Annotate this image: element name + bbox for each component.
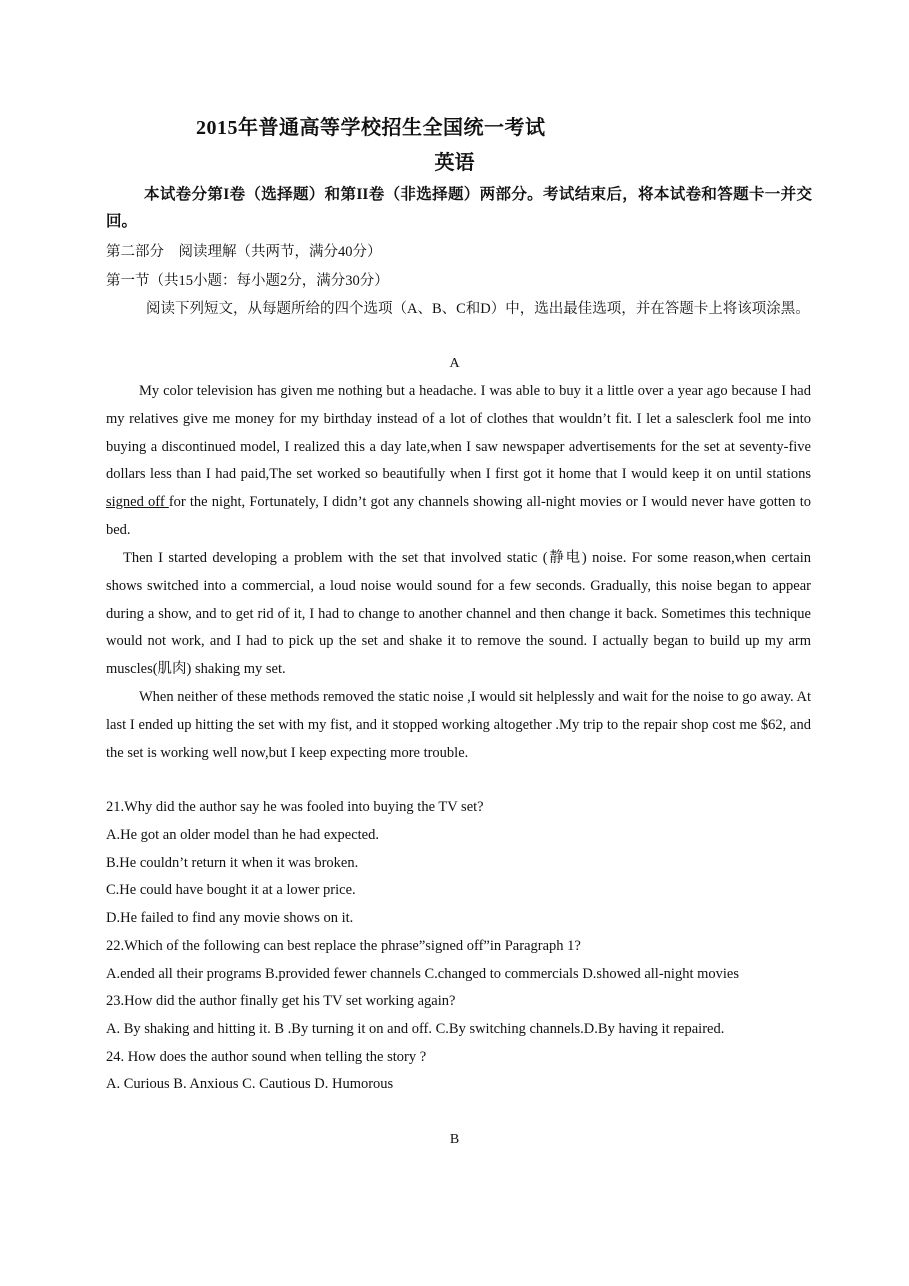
passage-a-label: A bbox=[449, 356, 460, 371]
question-21-option-d: D.He failed to find any movie shows on it. bbox=[106, 910, 354, 926]
question-23-options: A. By shaking and hitting it. B .By turning it on and off. C.By switching channels.D.By having it repaired. bbox=[106, 1021, 725, 1037]
passage-a-paragraph-2: Then I started developing a problem with the set that involved static (静电) noise. For some reason,when certain shows switched into a commercial, a loud noise would sound for a few seconds. Gradually, this noise began to appear during a show, and to get rid of it, I had to change to another channel and then change it back. Sometimes this technique would not work, and I had to pick up the set and shake it to remove the sound. I actually began to build up my arm muscles(肌肉) shaking my set. bbox=[106, 550, 811, 678]
question-24: 24. How does the author sound when telling the story ? bbox=[106, 1049, 427, 1065]
subject-heading: 英语 bbox=[434, 152, 475, 174]
part-heading: 第二部分 阅读理解（共两节，满分40分） bbox=[106, 244, 382, 260]
paragraph-1-text-start: My color television has given me nothing but a headache. I was able to buy it a little over a year ago because I had my relatives give me money for my birthday instead of a lot of clothes that wouldn’t fit. I let a salesclerk fool me into buying a discontinued model, I realized this a day late,when I saw newspaper advertisements for the set at seventy-five dollars less than I had paid,The set worked so beautifully when I first got it home that I would keep it on until stations bbox=[106, 383, 811, 483]
underlined-phrase: signed off bbox=[106, 494, 169, 511]
question-21-option-a: A.He got an older model than he had expected. bbox=[106, 827, 379, 843]
passage-a-paragraph-3: When neither of these methods removed the static noise ,I would sit helplessly and wait for the noise to go away. At last I ended up hitting the set with my fist, and it stopped working altogether .My trip to the repair shop cost me $62, and the set is working well now,but I keep expecting more trouble. bbox=[106, 689, 811, 761]
passage-b-label: B bbox=[449, 1132, 460, 1147]
question-22-options: A.ended all their programs B.provided fewer channels C.changed to commercials D.showed all-night movies bbox=[106, 966, 739, 982]
question-24-options: A. Curious B. Anxious C. Cautious D. Humorous bbox=[106, 1076, 394, 1092]
question-23: 23.How did the author finally get his TV set working again? bbox=[106, 993, 456, 1009]
exam-intro: 本试卷分第I卷（选择题）和第II卷（非选择题）两部分。考试结束后，将本试卷和答题卡一并交回。 bbox=[106, 186, 812, 230]
question-22: 22.Which of the following can best replace the phrase”signed off”in Paragraph 1? bbox=[106, 938, 581, 954]
passage-a-paragraph-1 bbox=[106, 378, 811, 545]
question-21-option-c: C.He could have bought it at a lower price. bbox=[106, 882, 356, 898]
question-21: 21.Why did the author say he was fooled into buying the TV set? bbox=[106, 799, 484, 815]
question-21-option-b: B.He couldn’t return it when it was broken. bbox=[106, 855, 359, 871]
exam-title: 2015年普通高等学校招生全国统一考试 bbox=[196, 117, 546, 139]
section-heading: 第一节（共15小题：每小题2分，满分30分） bbox=[106, 273, 389, 289]
reading-instruction: 阅读下列短文，从每题所给的四个选项（A、B、C和D）中，选出最佳选项，并在答题卡上将该项涂黑。 bbox=[146, 301, 810, 317]
paragraph-1-text-end: for the night, Fortunately, I didn’t got any channels showing all-night movies or I would never have gotten to bed. bbox=[106, 494, 811, 538]
